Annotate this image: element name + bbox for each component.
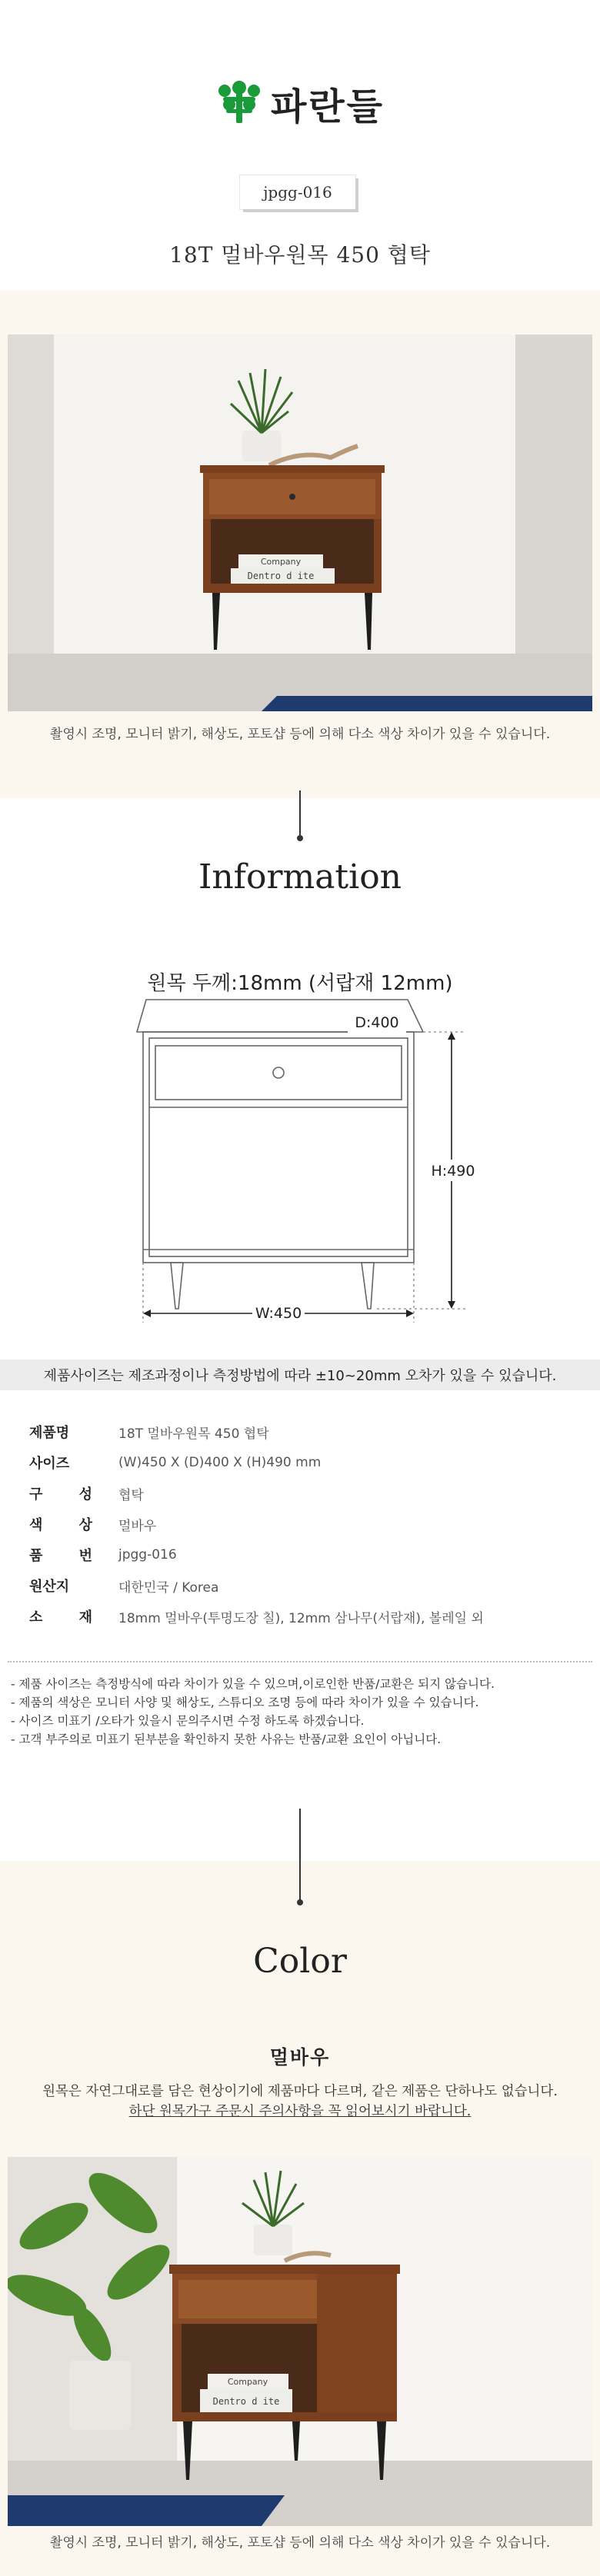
spec-value: 대한민국 / Korea xyxy=(118,1579,219,1596)
notice-item: - 제품의 색상은 모니터 사양 및 해상도, 스튜디오 조명 등에 따라 차이가 있을 수 있습니다. xyxy=(11,1696,479,1709)
spec-key: 원산지 xyxy=(29,1579,70,1595)
book-title-bottom: Dentro d ite xyxy=(212,2396,280,2407)
notice-item: - 제품 사이즈는 측정방식에 따라 차이가 있을 수 있으며,이로인한 반품/교환은 되지 않습니다. xyxy=(11,1677,495,1691)
spec-key: 사이즈 xyxy=(29,1456,70,1472)
book-title-top: Company xyxy=(227,2377,268,2387)
spec-key: 제품명 xyxy=(29,1425,70,1441)
size-tolerance-text: 제품사이즈는 제조과정이나 측정방법에 따라 ±10~20mm 오차가 있을 수 있습니다. xyxy=(43,1368,557,1384)
book-title-bottom: Dentro d ite xyxy=(247,571,315,581)
divider-dot xyxy=(297,1899,303,1905)
color-title: Color xyxy=(253,1942,347,1981)
wood-thickness: 원목 두께:18mm (서랍재 12mm) xyxy=(147,972,453,995)
color-name: 멀바우 xyxy=(269,2046,331,2068)
brand-logo[interactable] xyxy=(0,77,600,130)
spec-row xyxy=(29,1539,583,1570)
spec-value: (W)450 X (D)400 X (H)490 mm xyxy=(118,1455,322,1470)
spec-key: 색 상 xyxy=(29,1517,92,1533)
divider-line xyxy=(299,1809,301,1901)
product-code-badge xyxy=(240,175,355,209)
spec-value: 멀바우 xyxy=(118,1518,157,1534)
book-title-top: Company xyxy=(260,557,302,567)
spec-value: 18T 멀바우원목 450 협탁 xyxy=(118,1426,269,1442)
spec-row xyxy=(29,1570,583,1601)
color-description: 원목은 자연그대로를 담은 현상이기에 제품마다 다르며, 같은 제품은 단하나도 없습니다. xyxy=(42,2084,558,2099)
size-tolerance-note xyxy=(0,1360,600,1390)
spec-row xyxy=(29,1447,583,1478)
brand-name: 파란들 xyxy=(270,85,385,128)
spec-row xyxy=(29,1601,583,1632)
spec-table xyxy=(29,1416,583,1632)
product-photo-2 xyxy=(8,2157,592,2526)
information-title: Information xyxy=(198,857,402,897)
notes-divider xyxy=(8,1661,592,1662)
order-caution-text: 하단 원목가구 주문시 주의사항을 꼭 읽어보시기 바랍니다. xyxy=(128,2104,472,2119)
product-photo-1 xyxy=(8,334,592,711)
width-label: W:450 xyxy=(255,1305,302,1322)
height-label: H:490 xyxy=(431,1163,475,1180)
spec-key: 품 번 xyxy=(29,1548,92,1564)
photo-2-caption: 촬영시 조명, 모니터 밝기, 해상도, 포토샵 등에 의해 다소 색상 차이가 있을 수 있습니다. xyxy=(49,2535,551,2551)
product-code: jpgg-016 xyxy=(263,183,332,201)
spec-value: 협탁 xyxy=(118,1487,144,1503)
spec-key: 소 재 xyxy=(29,1609,92,1626)
order-caution-note xyxy=(0,2101,600,2120)
depth-label: D:400 xyxy=(355,1014,399,1031)
divider-line xyxy=(299,790,301,835)
spec-value: jpgg-016 xyxy=(118,1547,177,1563)
dimension-diagram xyxy=(115,992,500,1330)
spec-row xyxy=(29,1416,583,1447)
notice-item: - 사이즈 미표기 /오타가 있을시 문의주시면 수정 하도록 하겠습니다. xyxy=(11,1714,365,1728)
spec-value: 18mm 멀바우(투명도장 칠), 12mm 삼나무(서랍재), 볼레일 외 xyxy=(118,1610,484,1626)
spec-key: 구 성 xyxy=(29,1486,92,1503)
spec-row xyxy=(29,1509,583,1539)
spec-row xyxy=(29,1478,583,1509)
notice-item: - 고객 부주의로 미표기 된부분을 확인하지 못한 사유는 반품/교환 요인이 아닙니다. xyxy=(11,1732,442,1746)
leaf-emblem-icon xyxy=(215,80,263,128)
product-title: 18T 멀바우원목 450 협탁 xyxy=(169,242,431,268)
notice-list xyxy=(11,1675,595,1749)
divider-dot xyxy=(297,835,303,841)
photo-1-caption: 촬영시 조명, 모니터 밝기, 해상도, 포토샵 등에 의해 다소 색상 차이가 있을 수 있습니다. xyxy=(49,727,551,742)
